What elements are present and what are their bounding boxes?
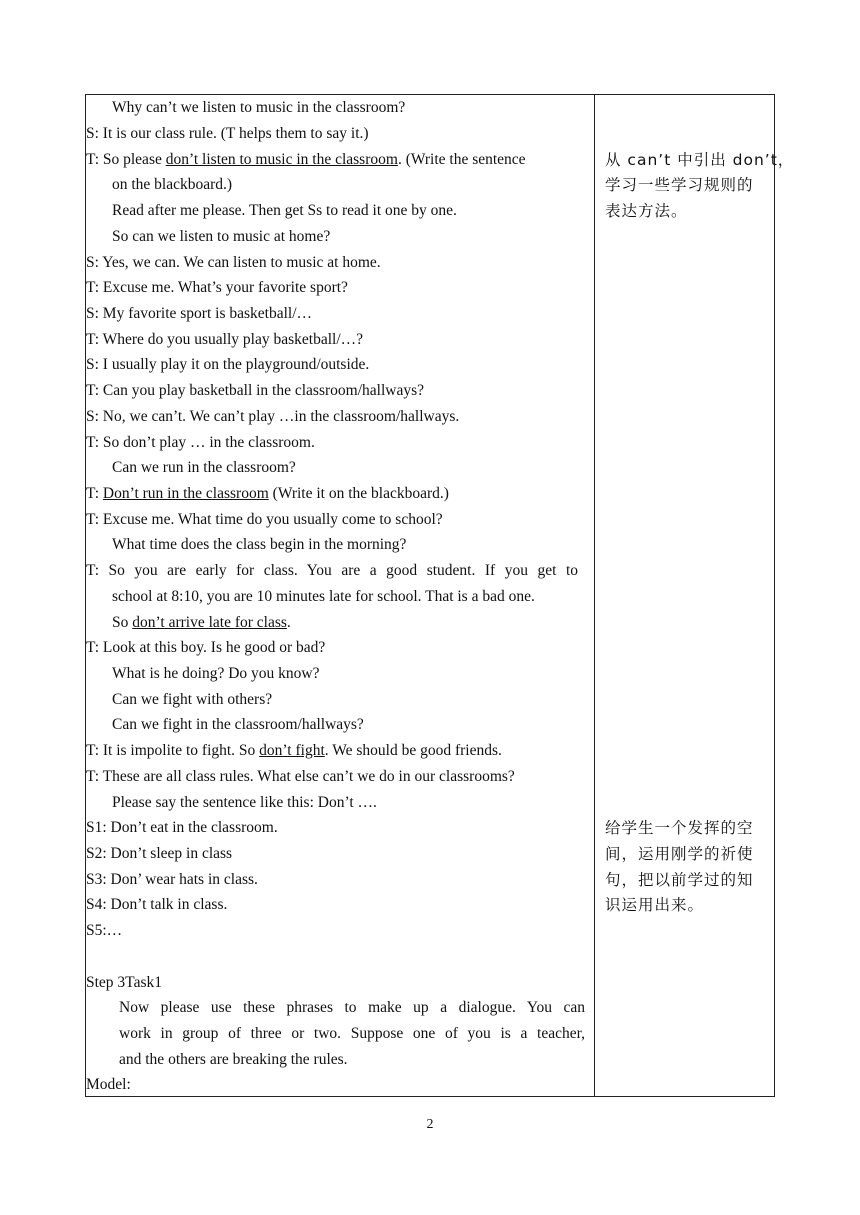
text-line: work in group of three or two. Suppose one of you is a teacher, — [119, 1025, 585, 1042]
text-segment: . (Write the sentence — [397, 151, 526, 168]
dialogue-column — [86, 95, 594, 1096]
text-line: S: Yes, we can. We can listen to music at home. — [86, 254, 381, 271]
text-line: S: My favorite sport is basketball/… — [86, 305, 313, 322]
lesson-table — [85, 94, 795, 1097]
text-segment: T: — [86, 485, 103, 502]
text-line: T: Excuse me. What time do you usually come to school? — [86, 511, 443, 528]
text-line: What is he doing? Do you know? — [112, 665, 320, 682]
rule-sentence: don’t fight — [259, 742, 325, 759]
notes-column — [595, 95, 795, 1096]
text-line: Please say the sentence like this: Don’t …. — [112, 794, 377, 811]
text-line: S: It is our class rule. (T helps them to say it.) — [86, 125, 369, 142]
text-line: Now please use these phrases to make up a dialogue. You can — [119, 999, 585, 1016]
text-segment: . — [286, 614, 291, 631]
text-line: S1: Don’t eat in the classroom. — [86, 819, 278, 836]
rule-sentence: don’t listen to music in the classroom — [165, 151, 398, 168]
text-segment: T: It is impolite to fight. So — [86, 742, 260, 759]
text-line: Can we run in the classroom? — [112, 459, 296, 476]
text-line: T: Where do you usually play basketball/…? — [86, 331, 364, 348]
text-line — [86, 484, 449, 504]
text-line: T: Can you play basketball in the classroom/hallways? — [86, 382, 424, 399]
step-heading: Step 3Task1 — [86, 974, 162, 991]
model-label: Model: — [86, 1076, 131, 1093]
text-line: S5:… — [86, 922, 123, 939]
rule-sentence: Don’t run in the classroom — [102, 485, 269, 502]
text-line: Can we fight in the classroom/hallways? — [112, 716, 364, 733]
text-line: S2: Don’t sleep in class — [86, 845, 233, 862]
text-line: S: No, we can’t. We can’t play …in the classroom/hallways. — [86, 408, 460, 425]
text-line: So can we listen to music at home? — [112, 228, 331, 245]
text-segment: (Write it on the blackboard.) — [268, 485, 449, 502]
text-line — [86, 741, 502, 761]
text-line: What time does the class begin in the morning? — [112, 536, 407, 553]
text-line: T: Excuse me. What’s your favorite sport? — [86, 279, 348, 296]
text-line: Why can’t we listen to music in the classroom? — [112, 99, 406, 116]
text-segment: . We should be good friends. — [324, 742, 502, 759]
rule-sentence: don’t arrive late for class — [132, 614, 287, 631]
text-line: on the blackboard.) — [112, 176, 233, 193]
text-line: T: So don’t play … in the classroom. — [86, 434, 315, 451]
note-line: 识运用出来。 — [605, 896, 705, 914]
text-line: T: So you are early for class. You are a good student. If you get to — [86, 562, 578, 579]
text-line: T: Look at this boy. Is he good or bad? — [86, 639, 326, 656]
text-line: school at 8:10, you are 10 minutes late for school. That is a bad one. — [112, 588, 535, 605]
text-segment: T: So please — [86, 151, 166, 168]
text-line — [112, 613, 291, 633]
note-line: 句，把以前学过的知 — [605, 871, 754, 889]
text-line: S3: Don’ wear hats in class. — [86, 871, 258, 888]
text-line: Read after me please. Then get Ss to read it one by one. — [112, 202, 457, 219]
note-line: 给学生一个发挥的空 — [605, 819, 754, 837]
page-number: 2 — [426, 1117, 434, 1132]
note-line: 学习一些学习规则的 — [605, 176, 754, 194]
text-line: S4: Don’t talk in class. — [86, 896, 228, 913]
note-line: 从 can’t 中引出 don’t， — [605, 151, 795, 169]
note-line: 表达方法。 — [605, 202, 688, 220]
text-line: T: These are all class rules. What else can’t we do in our classrooms? — [86, 768, 515, 785]
text-line: and the others are breaking the rules. — [119, 1051, 348, 1068]
text-segment: So — [112, 614, 133, 631]
text-line: S: I usually play it on the playground/outside. — [86, 356, 370, 373]
note-line: 间，运用刚学的祈使 — [605, 845, 754, 863]
text-line — [86, 150, 526, 170]
text-line: Can we fight with others? — [112, 691, 273, 708]
